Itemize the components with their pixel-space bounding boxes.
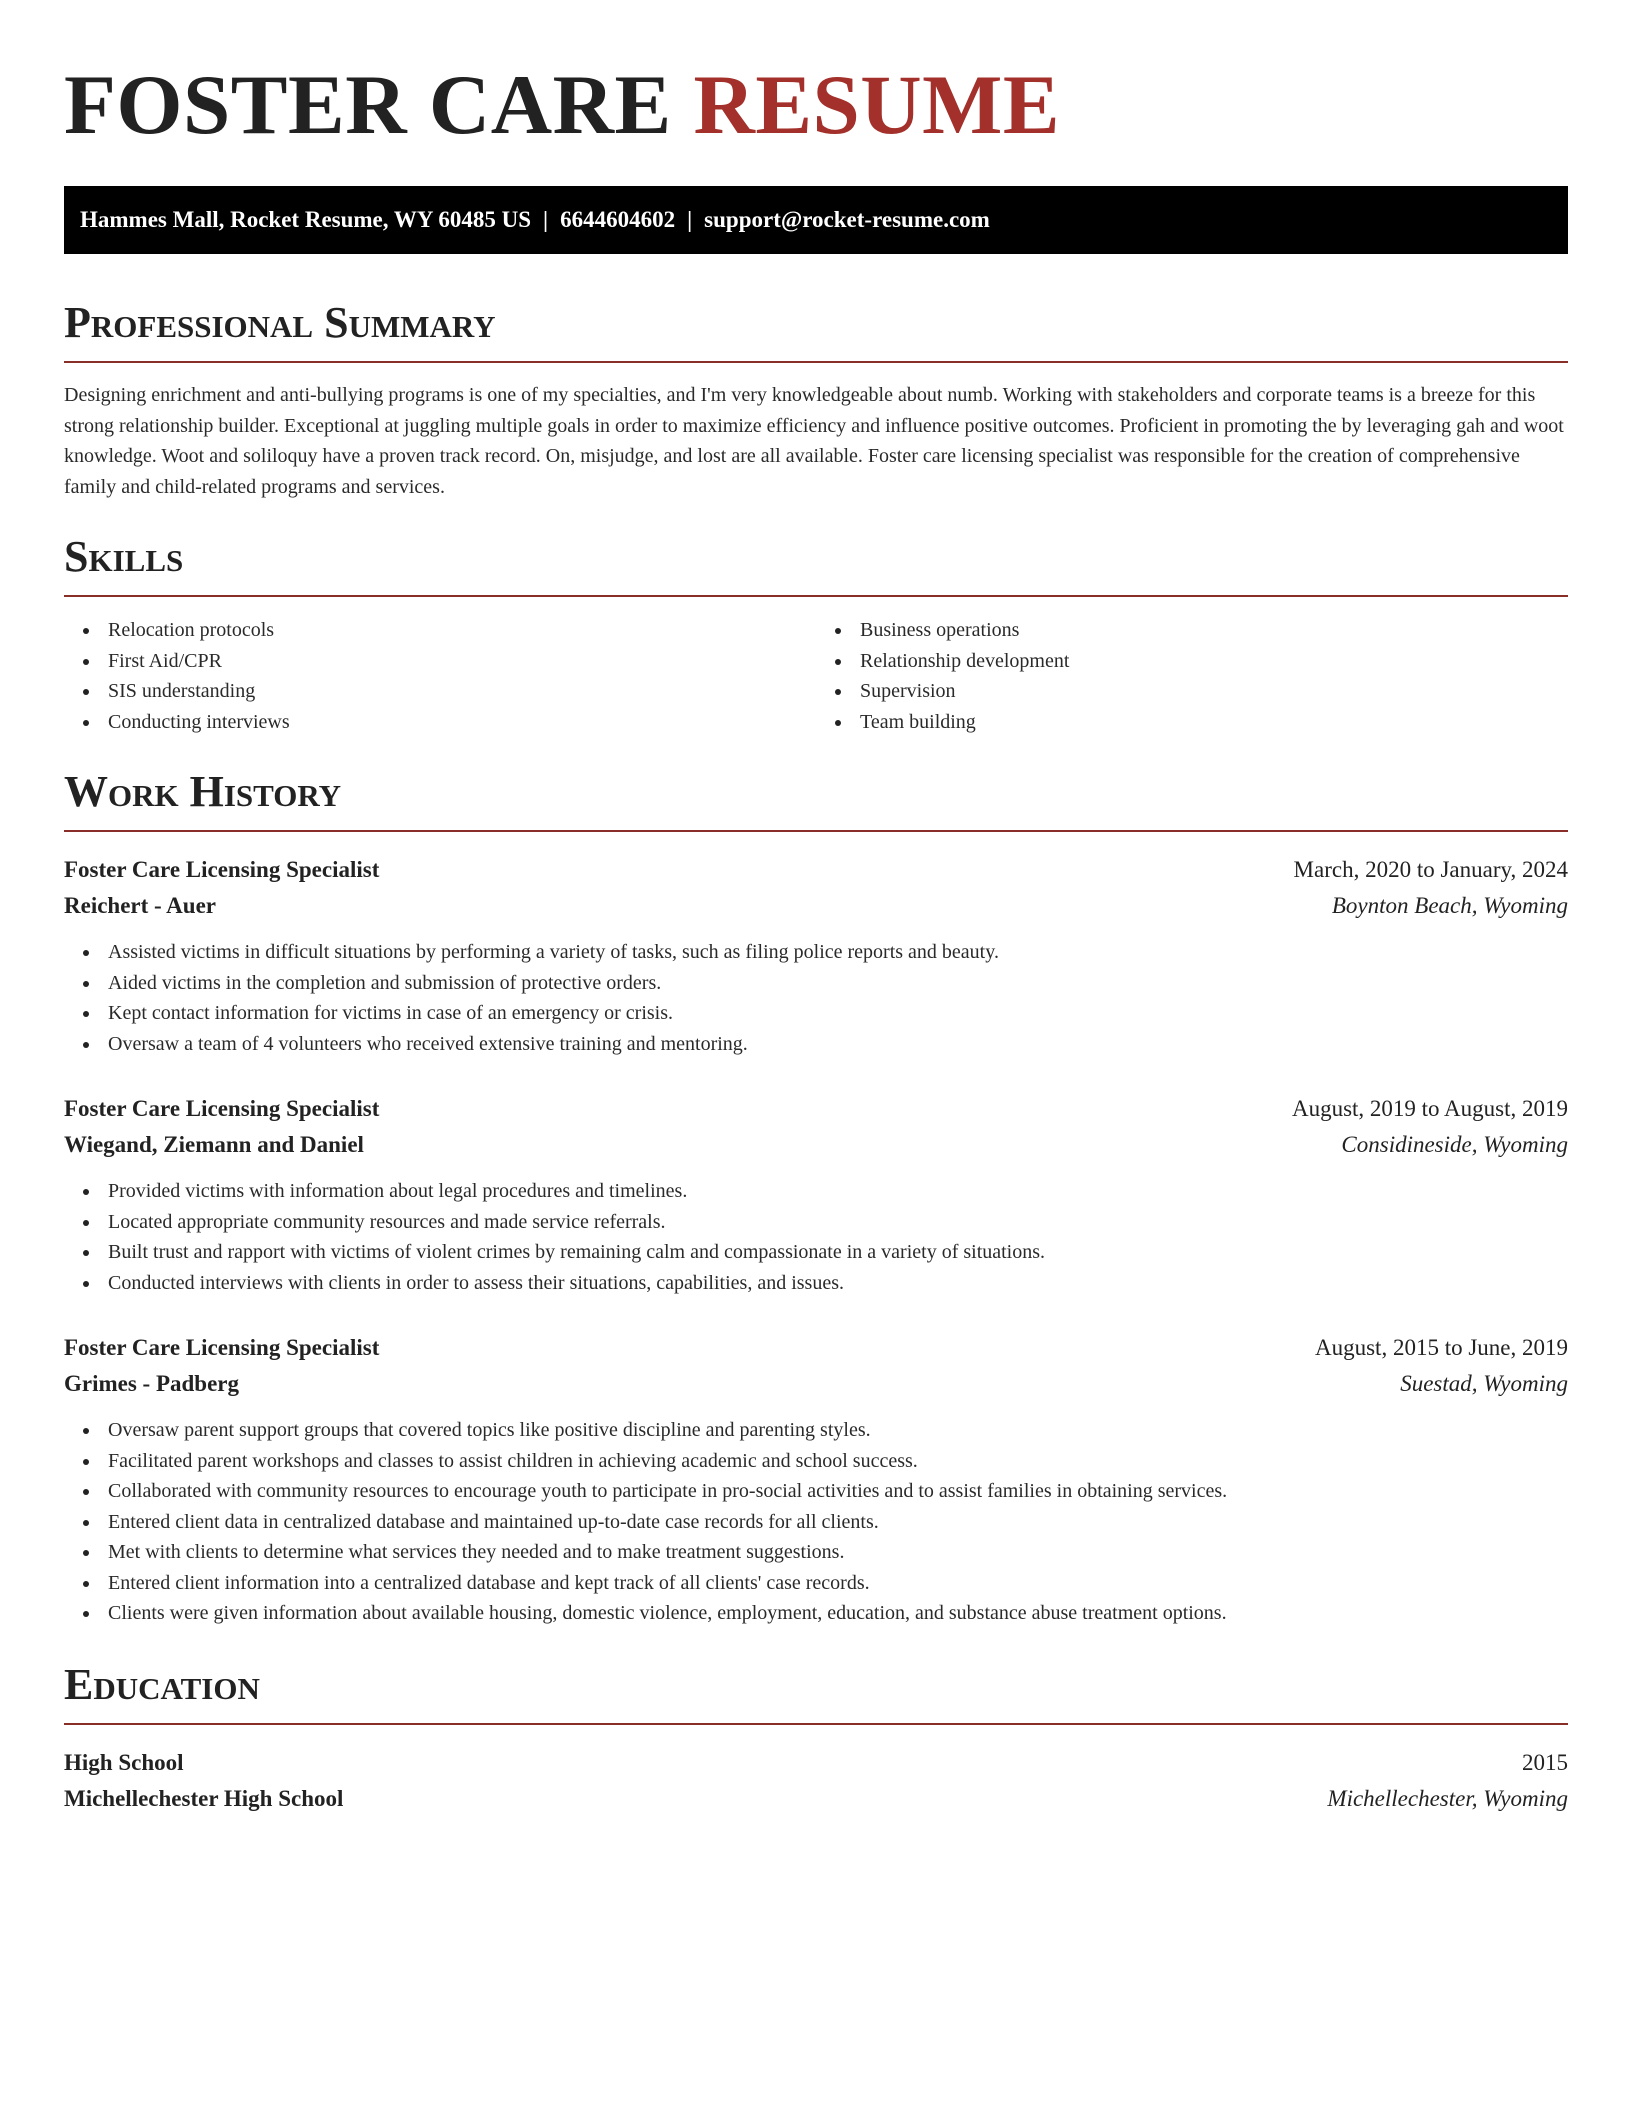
duty-item: Oversaw parent support groups that covered topics like positive discipline and parenting styles.	[108, 1415, 1568, 1446]
education-entry	[64, 1745, 1568, 1817]
job-duties	[64, 1415, 1568, 1629]
job-company-row	[64, 888, 1568, 924]
education-header-row	[64, 1745, 1568, 1781]
duty-item: Clients were given information about available housing, domestic violence, employment, education, and substance abuse treatment options.	[108, 1598, 1568, 1629]
skill-item: Conducting interviews	[108, 707, 816, 738]
contact-address: Hammes Mall, Rocket Resume, WY 60485 US	[80, 207, 532, 232]
skill-item: First Aid/CPR	[108, 646, 816, 677]
job-company-row	[64, 1366, 1568, 1402]
job-company-row	[64, 1127, 1568, 1163]
duty-item: Facilitated parent workshops and classes to assist children in achieving academic and school success.	[108, 1446, 1568, 1477]
summary-section	[64, 297, 1568, 502]
job-header-row	[64, 1330, 1568, 1366]
skill-item: Supervision	[860, 676, 1568, 707]
duty-item: Located appropriate community resources and made service referrals.	[108, 1207, 1568, 1238]
job-location: Considineside, Wyoming	[1341, 1132, 1568, 1157]
contact-separator: |	[687, 207, 693, 232]
duty-item: Built trust and rapport with victims of violent crimes by remaining calm and compassionate in a variety of situations.	[108, 1237, 1568, 1268]
skill-item: Relocation protocols	[108, 615, 816, 646]
job-title: Foster Care Licensing Specialist	[64, 1335, 380, 1360]
education-section	[64, 1659, 1568, 1817]
job-header-row	[64, 852, 1568, 888]
title-accent: RESUME	[693, 58, 1061, 152]
job-entry	[64, 1091, 1568, 1298]
job-duties	[64, 937, 1568, 1059]
job-duties	[64, 1176, 1568, 1298]
job-location: Suestad, Wyoming	[1400, 1371, 1568, 1396]
duty-item: Kept contact information for victims in case of an emergency or crisis.	[108, 998, 1568, 1029]
work-history-section	[64, 766, 1568, 1629]
skill-item: Relationship development	[860, 646, 1568, 677]
job-title: Foster Care Licensing Specialist	[64, 1096, 380, 1121]
education-school-row	[64, 1781, 1568, 1817]
skill-item: SIS understanding	[108, 676, 816, 707]
job-company: Grimes - Padberg	[64, 1371, 240, 1396]
duty-item: Entered client data in centralized database and maintained up-to-date case records for all clients.	[108, 1507, 1568, 1538]
section-divider	[64, 361, 1568, 363]
duty-item: Aided victims in the completion and submission of protective orders.	[108, 968, 1568, 999]
duty-item: Assisted victims in difficult situations by performing a variety of tasks, such as filing police reports and beauty.	[108, 937, 1568, 968]
skill-item: Business operations	[860, 615, 1568, 646]
summary-heading: Professional Summary	[64, 298, 496, 347]
education-location: Michellechester, Wyoming	[1327, 1785, 1568, 1811]
section-divider	[64, 1723, 1568, 1725]
resume-title	[64, 55, 1568, 155]
contact-email: support@rocket-resume.com	[704, 207, 990, 232]
contact-bar	[64, 186, 1568, 254]
job-header-row	[64, 1091, 1568, 1127]
skills-section	[64, 531, 1568, 737]
education-school: Michellechester High School	[64, 1785, 344, 1811]
work-history-heading: Work History	[64, 767, 342, 816]
duty-item: Collaborated with community resources to encourage youth to participate in pro-social activities and to assist families in obtaining services.	[108, 1476, 1568, 1507]
duty-item: Met with clients to determine what services they needed and to make treatment suggestions.	[108, 1537, 1568, 1568]
duty-item: Oversaw a team of 4 volunteers who received extensive training and mentoring.	[108, 1029, 1568, 1060]
skills-grid	[64, 615, 1568, 737]
title-main: FOSTER CARE	[64, 58, 672, 152]
job-entry	[64, 1330, 1568, 1629]
job-company: Wiegand, Ziemann and Daniel	[64, 1132, 364, 1157]
education-year: 2015	[1522, 1749, 1568, 1775]
education-degree: High School	[64, 1749, 184, 1775]
contact-separator: |	[543, 207, 549, 232]
skills-column-right	[816, 615, 1568, 737]
contact-phone: 6644604602	[560, 207, 676, 232]
education-heading: Education	[64, 1659, 260, 1709]
skill-item: Team building	[860, 707, 1568, 738]
job-dates: August, 2015 to June, 2019	[1315, 1335, 1568, 1360]
job-entry	[64, 852, 1568, 1059]
skills-column-left	[64, 615, 816, 737]
job-dates: August, 2019 to August, 2019	[1291, 1096, 1568, 1121]
job-company: Reichert - Auer	[64, 893, 216, 918]
job-location: Boynton Beach, Wyoming	[1331, 893, 1568, 918]
summary-text: Designing enrichment and anti-bullying programs is one of my specialties, and I'm very knowledgeable about numb. Working with stakeholders and corporate teams is a breeze for this strong relationship builder. Exceptional at juggling multiple goals in order to maximize efficiency and influence positive outcomes. Proficient in promoting the by leveraging gah and woot knowledge. Woot and soliloquy have a proven track record. On, misjudge, and lost are all available. Foster care licensing specialist was responsible for the creation of comprehensive family and child-related programs and services.	[64, 384, 1564, 498]
skills-heading: Skills	[64, 532, 184, 581]
duty-item: Conducted interviews with clients in order to assess their situations, capabilities, and issues.	[108, 1268, 1568, 1299]
section-divider	[64, 595, 1568, 597]
duty-item: Provided victims with information about legal procedures and timelines.	[108, 1176, 1568, 1207]
section-divider	[64, 830, 1568, 832]
job-title: Foster Care Licensing Specialist	[64, 857, 380, 882]
job-dates: March, 2020 to January, 2024	[1293, 857, 1568, 882]
duty-item: Entered client information into a centralized database and kept track of all clients' case records.	[108, 1568, 1568, 1599]
